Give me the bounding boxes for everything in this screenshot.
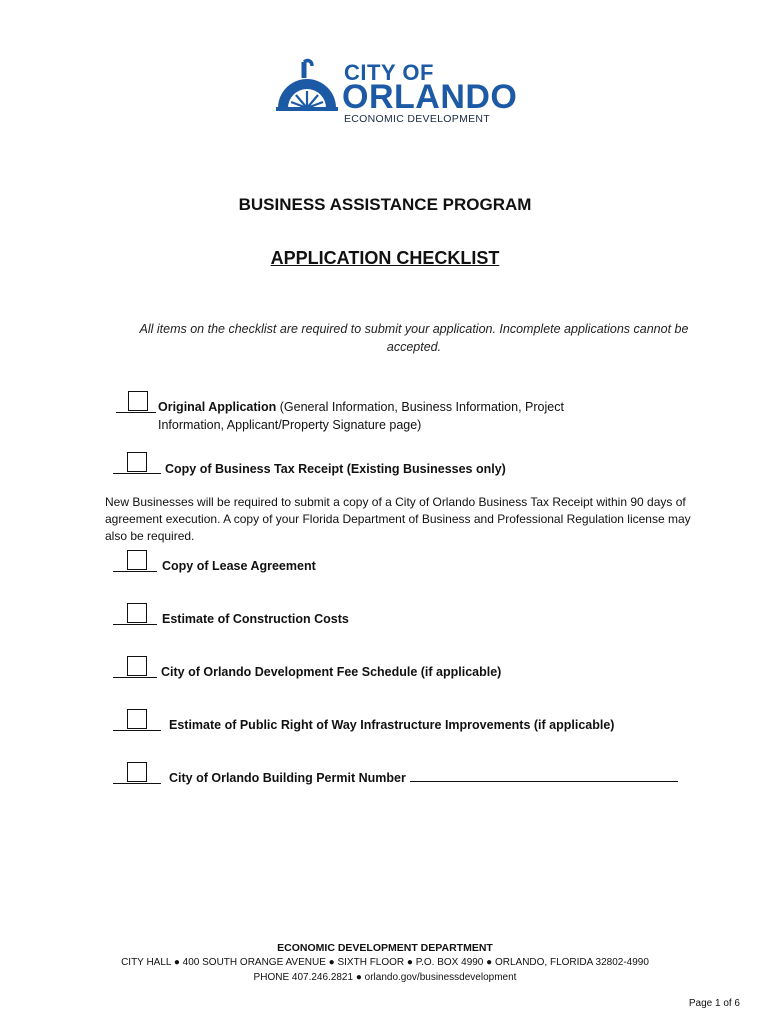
intro-text: All items on the checklist are required to submit your application. Incomplete applications cannot be accepted. xyxy=(139,322,689,354)
checkbox-underline xyxy=(113,677,157,678)
footer-department: ECONOMIC DEVELOPMENT DEPARTMENT xyxy=(277,942,493,954)
item-description: (General Information, Business Information, Project Information, Applicant/Property Signature page) xyxy=(158,400,564,432)
logo-line-department: ECONOMIC DEVELOPMENT xyxy=(344,113,491,125)
item-label: Original Application xyxy=(158,400,277,414)
checkbox-underline xyxy=(113,730,161,731)
item-label: Estimate of Construction Costs xyxy=(162,612,349,626)
permit-number-field[interactable] xyxy=(410,769,678,782)
item-label: City of Orlando Building Permit Number xyxy=(169,771,406,785)
checkbox-underline xyxy=(116,412,156,413)
footer-contact: PHONE 407.246.2821 ● orlando.gov/businessdevelopment xyxy=(253,972,517,983)
city-logo xyxy=(274,58,524,128)
page-title: BUSINESS ASSISTANCE PROGRAM xyxy=(238,195,532,214)
page-number: Page 1 of 6 xyxy=(688,998,740,1009)
checkbox-business-tax-receipt[interactable] xyxy=(127,452,147,472)
checkbox-fee-schedule[interactable] xyxy=(127,656,147,676)
city-hall-dome-icon xyxy=(274,58,340,112)
item-label: City of Orlando Development Fee Schedule (if applicable) xyxy=(161,665,502,679)
item-label: Copy of Lease Agreement xyxy=(162,559,316,573)
footer-address: CITY HALL ● 400 SOUTH ORANGE AVENUE ● SIXTH FLOOR ● P.O. BOX 4990 ● ORLANDO, FLORIDA 32802-4990 xyxy=(121,957,649,968)
checkbox-underline xyxy=(113,473,161,474)
logo-line-city-of: CITY OF xyxy=(344,60,434,85)
checkbox-underline xyxy=(113,783,161,784)
checklist-item-text xyxy=(158,398,598,434)
checkbox-construction-costs[interactable] xyxy=(127,603,147,623)
checkbox-underline xyxy=(113,624,157,625)
checkbox-underline xyxy=(113,571,157,572)
item-label: Copy of Business Tax Receipt (Existing Businesses only) xyxy=(165,462,506,476)
new-business-note: New Businesses will be required to submit a copy of a City of Orlando Business Tax Receipt within 90 days of agreement execution. A copy of your Florida Department of Business and Professional Regulation license may also be required. xyxy=(105,495,691,543)
checkbox-original-application[interactable] xyxy=(128,391,148,411)
checkbox-right-of-way[interactable] xyxy=(127,709,147,729)
checkbox-lease-agreement[interactable] xyxy=(127,550,147,570)
logo-line-orlando: ORLANDO xyxy=(342,78,518,116)
checklist-item-text xyxy=(169,769,689,787)
page-subtitle: APPLICATION CHECKLIST xyxy=(270,248,500,268)
item-label: Estimate of Public Right of Way Infrastructure Improvements (if applicable) xyxy=(169,718,615,732)
checkbox-building-permit[interactable] xyxy=(127,762,147,782)
